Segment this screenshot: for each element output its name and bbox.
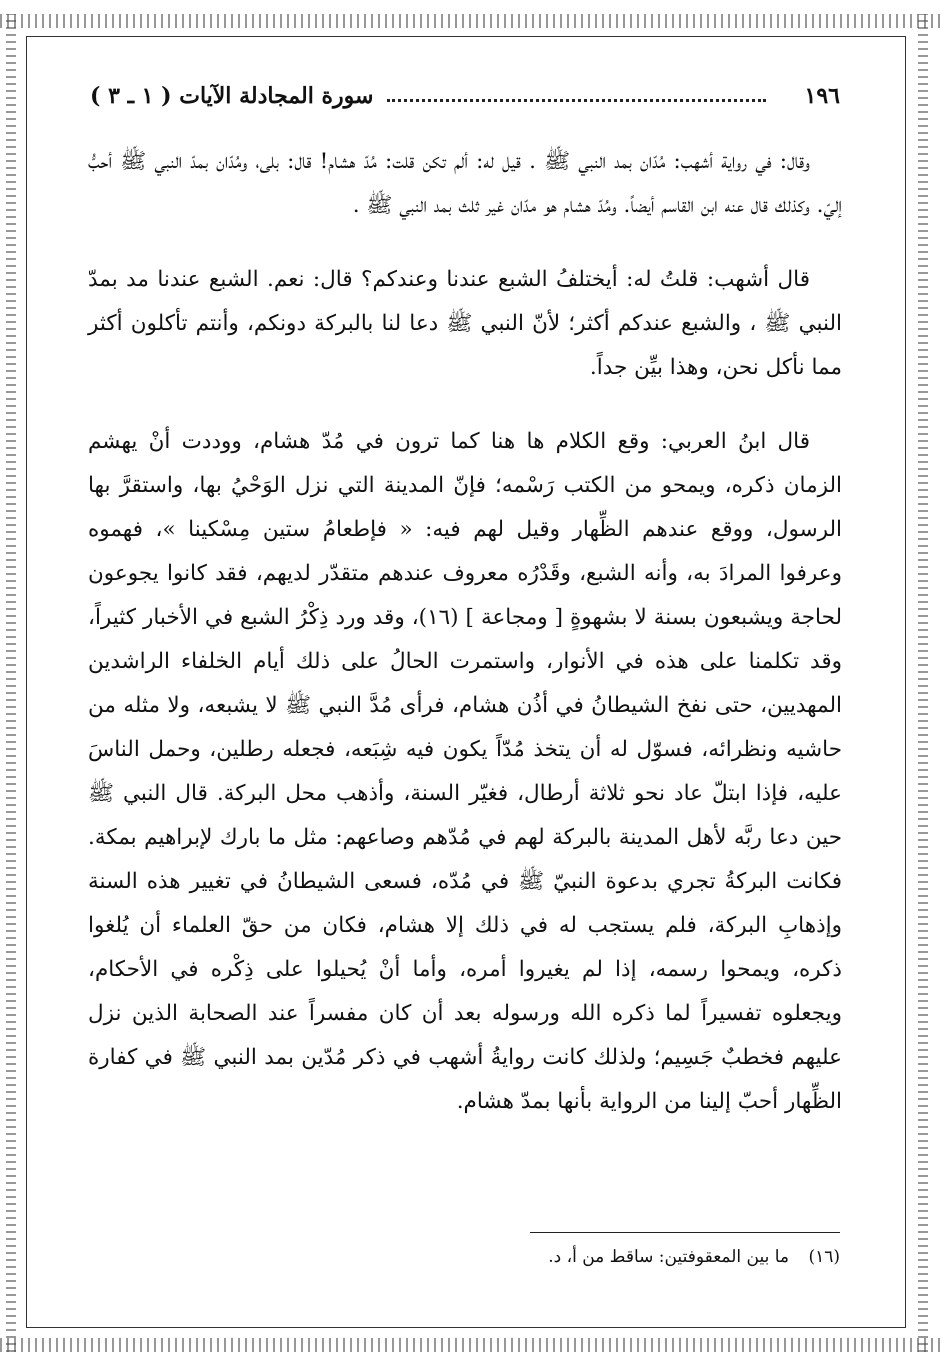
paragraph: قال أشهب: قلتُ له: أيختلفُ الشبع عندنا وعندكم؟ قال: نعم. الشبع عندنا مد بمدّ النبي ﷺ ، والشبع عندكم أكثر؛ لأنّ النبي ﷺ دعا لنا بالبركة دونكم، وأنتم تأكلون أكثر مما نأكل نحن، وهذا بيِّن جداً. [88,267,842,380]
footnote-number: (١٦) [808,1247,840,1267]
footnote-text: ما بين المعقوفتين: ساقط من أ، د. [548,1247,790,1267]
footnote-separator [530,1232,840,1233]
decorative-border-top [0,14,944,28]
decorative-border-bottom [0,1338,944,1352]
paragraph: قال ابنُ العربي: وقع الكلام ها هنا كما ترون في مُدّ هشام، ووددت أنْ يهشم الزمان ذكره، ويمحو من الكتب رَسْمه؛ فإنّ المدينة التي نزل الوَحْيُ بها، واستقرَّ بها الرسول، ووقع عندهم الظِّهار وقيل لهم فيه: « فإطعامُ ستين مِسْكينا »، فهموه وعرفوا المرادَ به، وأنه الشبع، وقَدْرُه معروف عندهم متقدّر لديهم، فقد كانوا يجوعون لحاجة ويشبعون بسنة لا بشهوةٍ [ ومجاعة ] (١٦)، وقد ورد ذِكْرُ الشبع في الأخبار كثيراً، وقد تكلمنا على هذه في الأنوار، واستمرت الحالُ على ذلك أيام الخلفاء الراشدين المهديين، حتى نفخ الشيطانُ في أذُن هشام، فرأى مُدَّ النبي ﷺ لا يشبعه، ولا مثله من حاشيه ونظرائه، فسوّل له أن يتخذ مُدّاً يكون فيه شِبَعه، فجعله رطلين، وحمل الناسَ عليه، فإذا ابتلّ عاد نحو ثلاثة أرطال، فغيّر السنة، وأذهب محل البركة. قال النبي ﷺ حين دعا ربَّه لأهل المدينة بالبركة لهم في مُدّهم وصاعهم: مثل ما بارك لإبراهيم بمكة. فكانت البركةُ تجري بدعوة النبيّ ﷺ في مُدّه، فسعى الشيطانُ في تغيير هذه السنة وإذهابِ البركة، فلم يستجب له في ذلك إلا هشام، فكان من حقّ العلماء أن يُلغوا ذكره، ويمحوا رسمه، إذا لم يغيروا أمره، وأما أنْ يُحيلوا على ذِكْره في الأحكام، ويجعلوه تفسيراً لما ذكره الله ورسوله بعد أن كان مفسراً عند الصحابة الذين نزل عليهم فخطبٌ جَسِيم؛ ولذلك كانت روايةُ أشهب في ذكر مُدّين بمد النبي ﷺ في كفارة الظِّهار أحبّ إلينا من الرواية بأنها بمدّ هشام. [88,429,843,1114]
decorative-border-left [6,14,16,1352]
page-number: ١٩٦ [804,83,840,109]
paragraph: وقال: في رواية أشهب: مُدّان بمد النبي ﷺ . قيل له: ألم تكن قلت: مُدّ هشام! قال: بلى، ومُدّان بمدّ النبي ﷺ أحبُّ إليّ. وكذلك قال عنه ابن القاسم أيضاً. ومُدّ هشام هو مدّان غير ثلث بمد النبي ﷺ . [88,149,842,218]
footnote [300,1242,840,1272]
decorative-border-right [918,14,928,1352]
header-dot-leader [387,98,766,102]
running-header [90,76,840,116]
header-title: سورة المجادلة الآيات ( ١ ـ ٣ ) [90,83,374,109]
main-text [88,140,842,1124]
